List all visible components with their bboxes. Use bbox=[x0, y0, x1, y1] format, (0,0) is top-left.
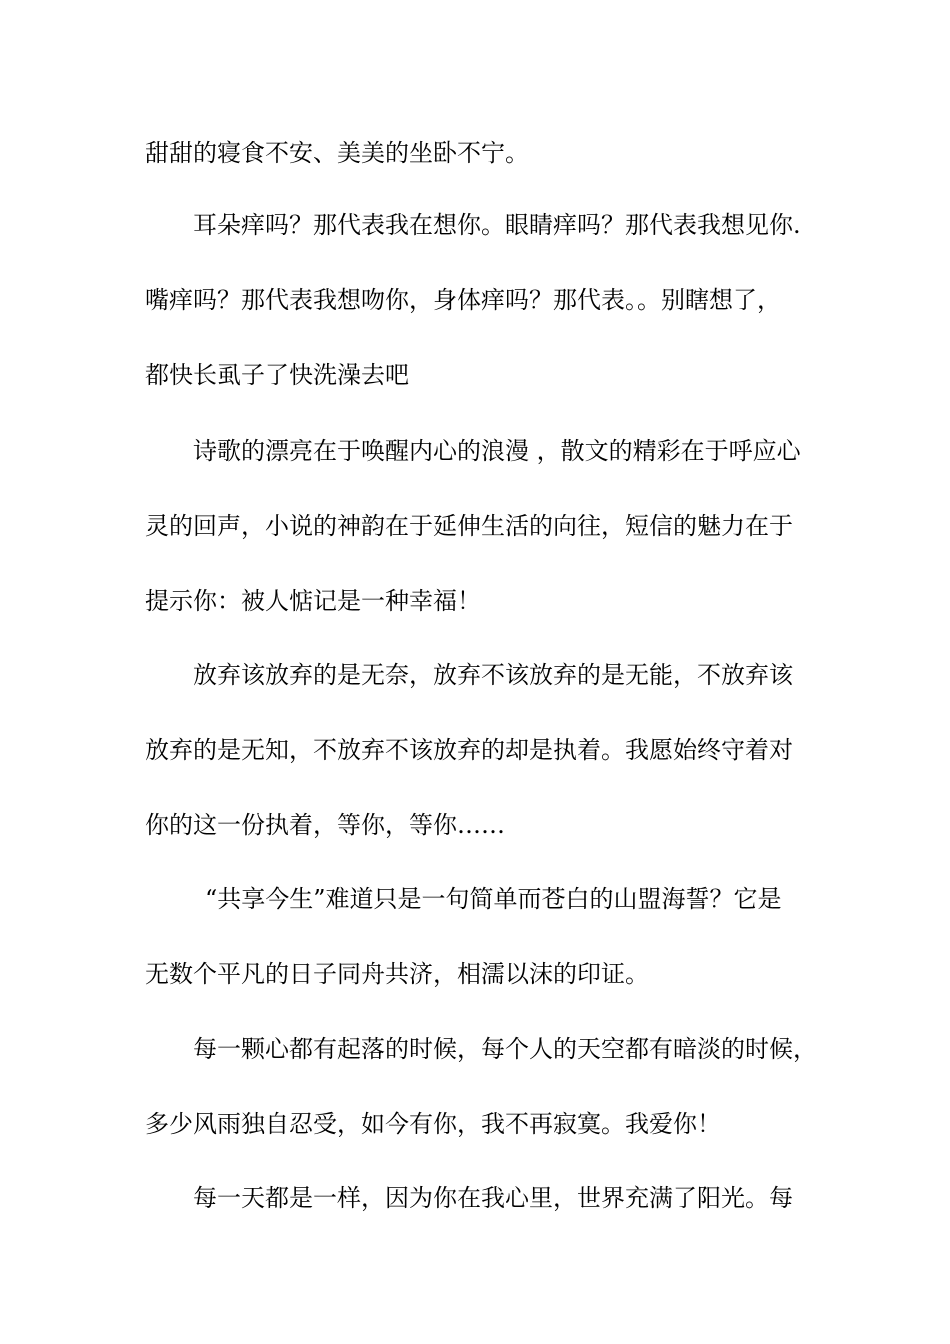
paragraph-start-line: “共享今生”难道只是一句简单而苍白的山盟海誓？它是 bbox=[205, 885, 782, 913]
paragraph-start-line: 每一颗心都有起落的时候，每个人的天空都有暗淡的时候， bbox=[193, 1035, 817, 1063]
paragraph-start-line: 耳朵痒吗？那代表我在想你。眼睛痒吗？那代表我想见你. bbox=[193, 211, 801, 239]
text-line: 提示你：被人惦记是一种幸福！ bbox=[145, 587, 481, 615]
text-line: 都快长虱子了快洗澡去吧 bbox=[145, 361, 409, 389]
text-line: 放弃的是无知，不放弃不该放弃的却是执着。我愿始终守着对 bbox=[145, 736, 793, 764]
paragraph-start-line: 诗歌的漂亮在于唤醒内心的浪漫 ，散文的精彩在于呼应心 bbox=[193, 437, 801, 465]
text-line: 灵的回声，小说的神韵在于延伸生活的向往，短信的魅力在于 bbox=[145, 512, 793, 540]
text-line: 甜甜的寝食不安、美美的坐卧不宁。 bbox=[145, 139, 529, 167]
paragraph-start-line: 每一天都是一样，因为你在我心里，世界充满了阳光。每 bbox=[193, 1184, 793, 1212]
paragraph-start-line: 放弃该放弃的是无奈，放弃不该放弃的是无能，不放弃该 bbox=[193, 661, 793, 689]
text-line: 你的这一份执着，等你，等你…… bbox=[145, 811, 505, 839]
text-line: 无数个平凡的日子同舟共济，相濡以沫的印证。 bbox=[145, 960, 649, 988]
text-line: 多少风雨独自忍受，如今有你，我不再寂寞。我爱你！ bbox=[145, 1110, 721, 1138]
text-line: 嘴痒吗？那代表我想吻你，身体痒吗？那代表。。别瞎想了， bbox=[145, 286, 781, 314]
